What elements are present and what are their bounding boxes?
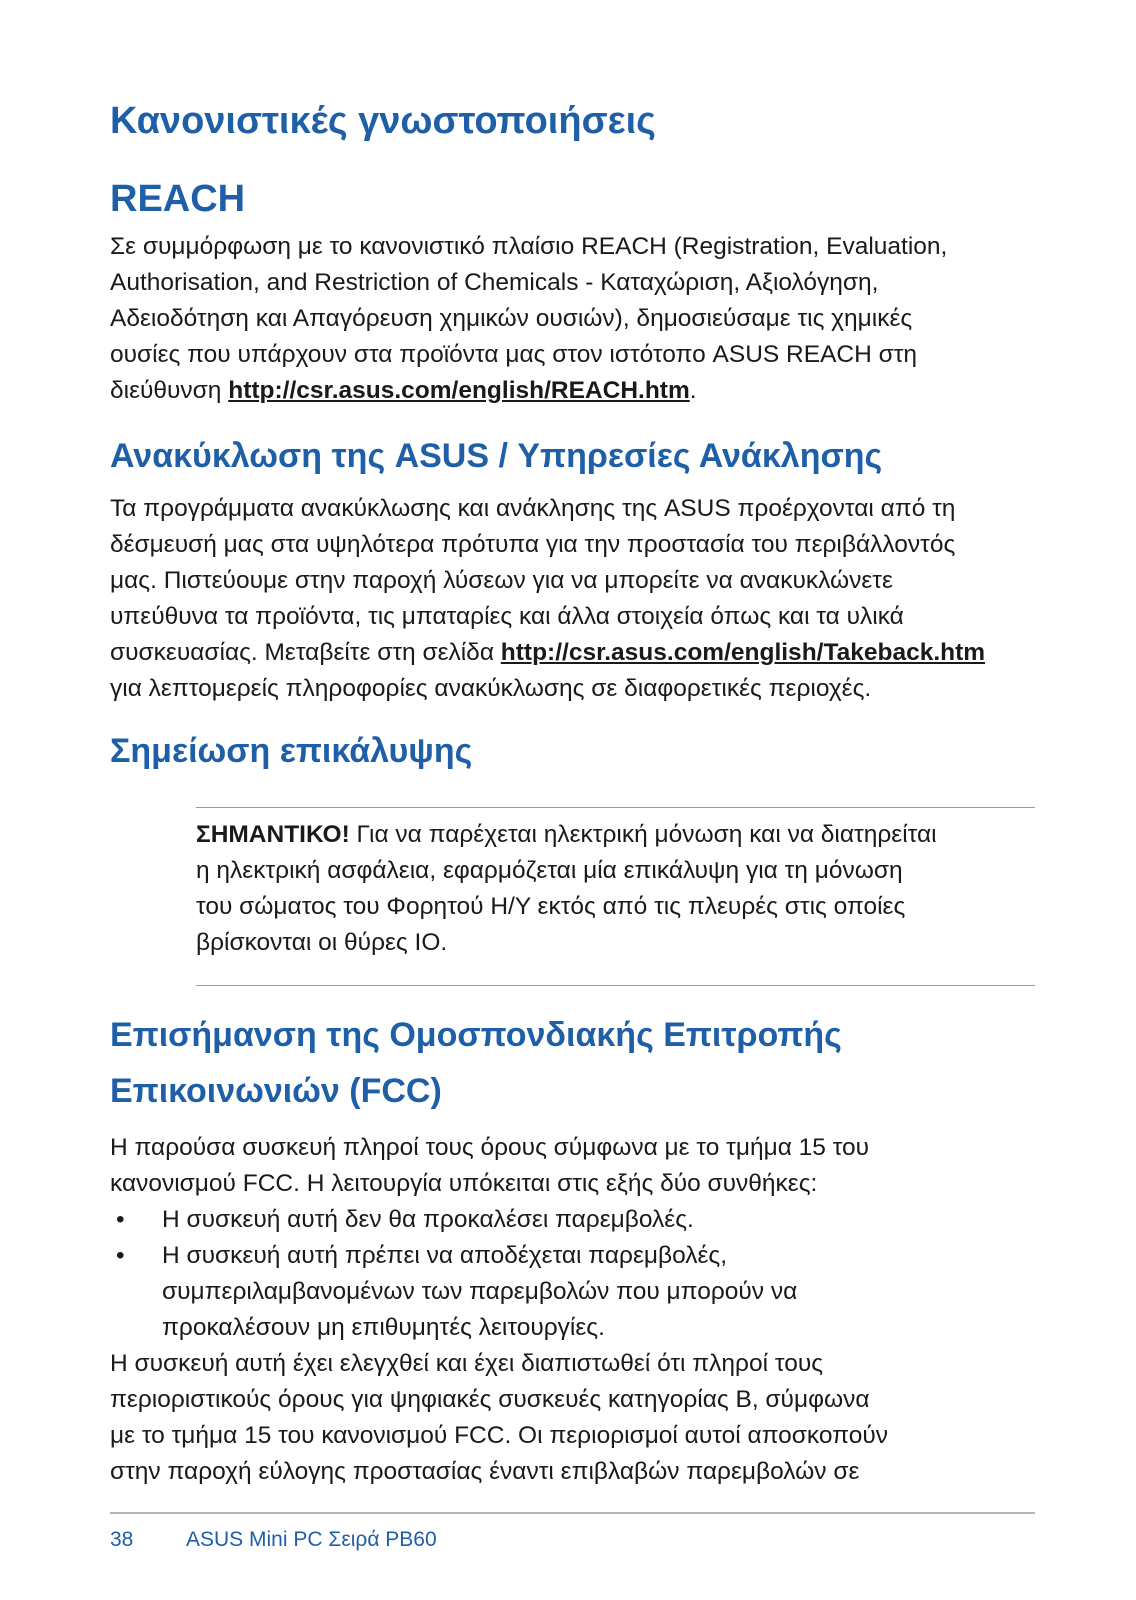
page-number: 38 — [110, 1528, 134, 1551]
coating-note-line: βρίσκονται οι θύρες IO. — [196, 929, 448, 956]
fcc-intro-line: Η παρούσα συσκευή πληροί τους όρους σύμφωνα με το τμήμα 15 του — [110, 1134, 870, 1161]
page-title: Κανονιστικές γνωστοποιήσεις — [110, 100, 656, 142]
takeback-link[interactable]: http://csr.asus.com/english/Takeback.htm — [500, 639, 986, 666]
fcc-condition-text: Η συσκευή αυτή πρέπει να αποδέχεται παρεμβολές, — [162, 1242, 728, 1269]
reach-line-last — [110, 373, 947, 409]
reach-paragraph — [110, 229, 947, 409]
fcc-body — [110, 1346, 888, 1490]
reach-line: Αδειοδότηση και Απαγόρευση χημικών ουσιών), δημοσιεύσαμε τις χημικές — [110, 305, 913, 332]
reach-line: ουσίες που υπάρχουν στα προϊόντα μας στον ιστότοπο ASUS REACH στη — [110, 341, 918, 368]
coating-heading: Σημείωση επικάλυψης — [110, 732, 473, 770]
recycling-line: Τα προγράμματα ανακύκλωσης και ανάκλησης της ASUS προέρχονται από τη — [110, 495, 956, 522]
coating-note-line: του σώματος του Φορητού Η/Υ εκτός από τις πλευρές στις οποίες — [196, 893, 906, 920]
fcc-condition-text: προκαλέσουν μη επιθυμητές λειτουργίες. — [162, 1314, 605, 1341]
reach-link[interactable]: http://csr.asus.com/english/REACH.htm — [228, 377, 690, 404]
page-footer — [110, 1528, 437, 1552]
recycling-link-prefix: συσκευασίας. Μεταβείτε στη σελίδα — [110, 639, 501, 666]
fcc-body-line: στην παροχή εύλογης προστασίας έναντι επιβλαβών παρεμβολών σε — [110, 1458, 860, 1485]
list-item — [110, 1202, 797, 1238]
recycling-link-line — [110, 635, 985, 671]
recycling-line: μας. Πιστεύουμε στην παροχή λύσεων για να μπορείτε να ανακυκλώνετε — [110, 567, 893, 594]
fcc-heading-line1: Επισήμανση της Ομοσπονδιακής Επιτροπής — [110, 1016, 842, 1054]
fcc-body-line: με το τμήμα 15 του κανονισμού FCC. Οι περιορισμοί αυτοί αποσκοπούν — [110, 1422, 888, 1449]
bullet-icon: • — [116, 1242, 125, 1269]
coating-note-line: η ηλεκτρική ασφάλεια, εφαρμόζεται μία επικάλυψη για τη μόνωση — [196, 857, 903, 884]
important-label: ΣΗΜΑΝΤΙΚΟ! — [196, 821, 350, 848]
reach-link-suffix: . — [689, 377, 697, 404]
fcc-condition-text: Η συσκευή αυτή δεν θα προκαλέσει παρεμβολές. — [162, 1206, 694, 1233]
recycling-line-last: για λεπτομερείς πληροφορίες ανακύκλωσης σε διαφορετικές περιοχές. — [110, 675, 872, 702]
coating-note — [196, 817, 937, 961]
coating-note-text: Για να παρέχεται ηλεκτρική μόνωση και να διατηρείται — [349, 821, 937, 848]
fcc-condition-text: συμπεριλαμβανομένων των παρεμβολών που μπορούν να — [162, 1278, 798, 1305]
fcc-intro-line: κανονισμού FCC. Η λειτουργία υπόκειται στις εξής δύο συνθήκες: — [110, 1170, 818, 1197]
reach-link-prefix: διεύθυνση — [110, 377, 229, 404]
footer-divider — [110, 1512, 1035, 1514]
product-name: ASUS Mini PC Σειρά PB60 — [186, 1528, 437, 1551]
reach-line: Authorisation, and Restriction of Chemicals - Καταχώριση, Αξιολόγηση, — [110, 269, 879, 296]
note-top-divider — [196, 807, 1035, 808]
coating-note-first-line — [196, 817, 937, 853]
fcc-body-line: Η συσκευή αυτή έχει ελεγχθεί και έχει διαπιστωθεί ότι πληροί τους — [110, 1350, 824, 1377]
note-bottom-divider — [196, 985, 1035, 986]
recycling-heading: Ανακύκλωση της ASUS / Υπηρεσίες Ανάκλησης — [110, 437, 883, 475]
fcc-intro — [110, 1130, 869, 1202]
list-item — [110, 1238, 797, 1346]
recycling-line: υπεύθυνα τα προϊόντα, τις μπαταρίες και άλλα στοιχεία όπως και τα υλικά — [110, 603, 904, 630]
fcc-body-line: περιοριστικούς όρους για ψηφιακές συσκευές κατηγορίας B, σύμφωνα — [110, 1386, 870, 1413]
fcc-heading-line2: Επικοινωνιών (FCC) — [110, 1072, 442, 1110]
reach-line: Σε συμμόρφωση με το κανονιστικό πλαίσιο REACH (Registration, Evaluation, — [110, 233, 948, 260]
recycling-paragraph — [110, 491, 985, 707]
recycling-line: δέσμευσή μας στα υψηλότερα πρότυπα για την προστασία του περιβάλλοντός — [110, 531, 956, 558]
reach-heading: REACH — [110, 178, 246, 220]
bullet-icon: • — [116, 1206, 125, 1233]
fcc-conditions-list — [110, 1202, 797, 1346]
